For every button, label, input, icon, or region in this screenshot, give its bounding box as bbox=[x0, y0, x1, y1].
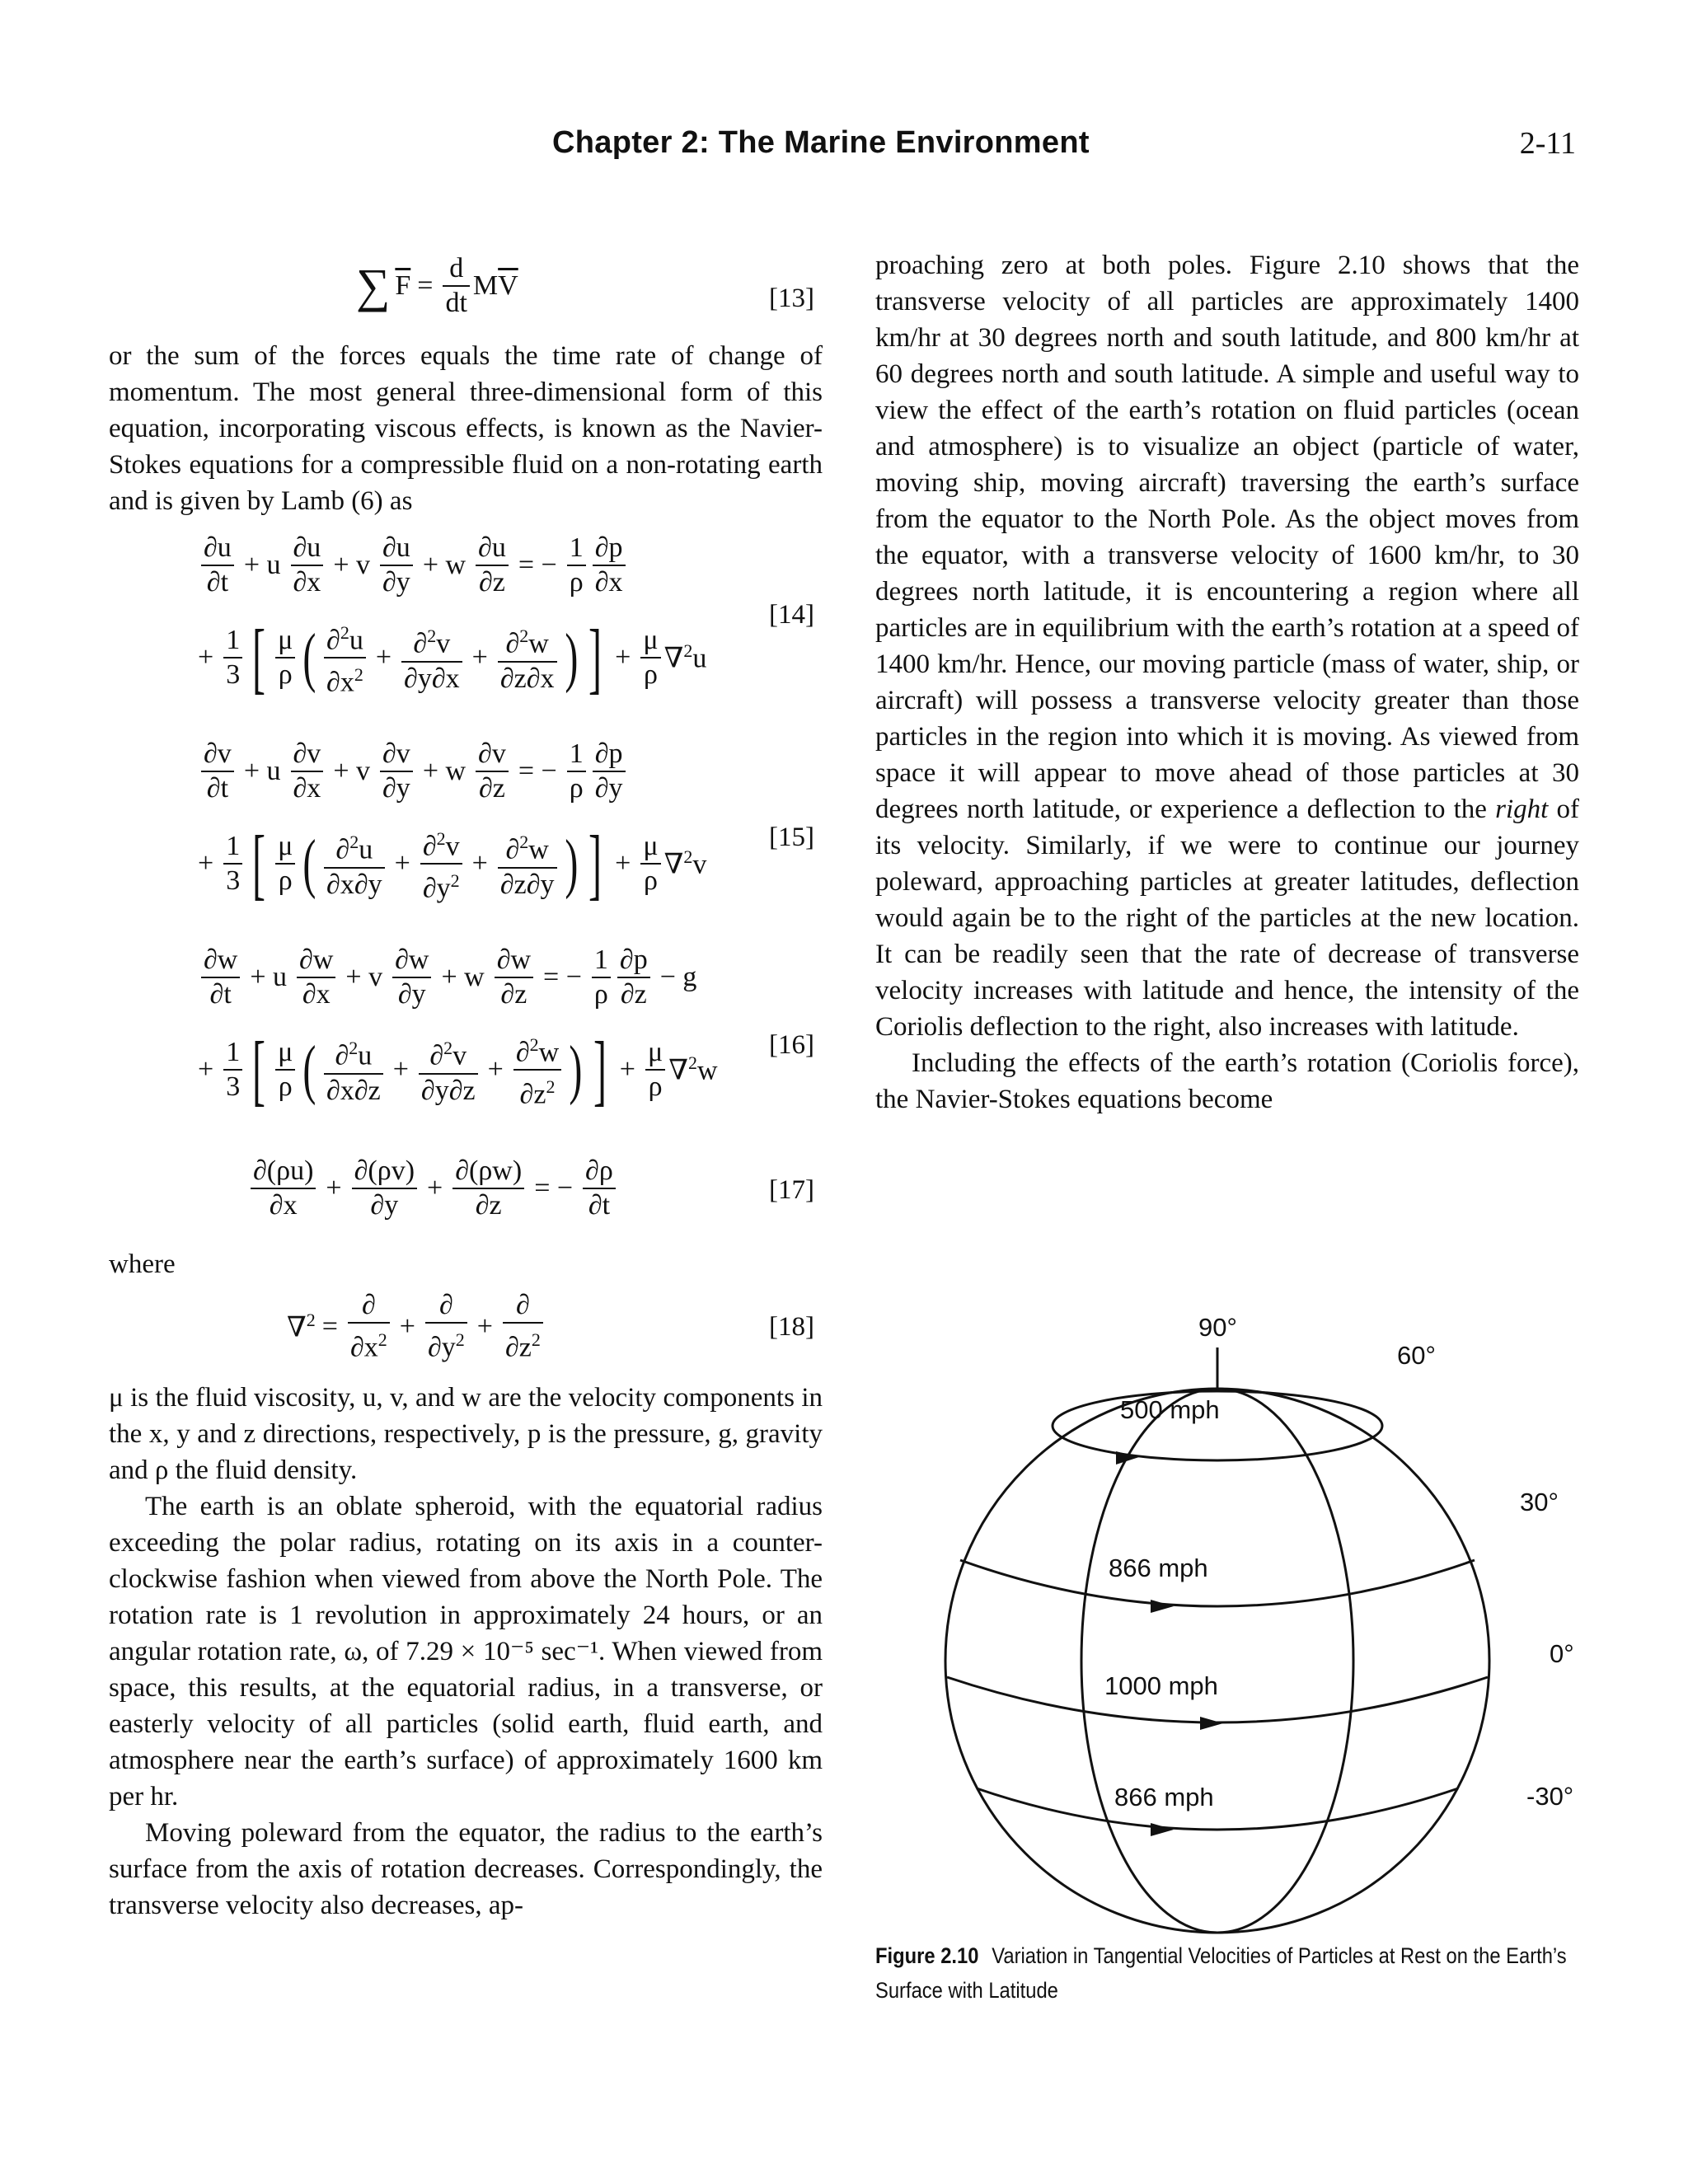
arrow-icon bbox=[1151, 1823, 1174, 1836]
figure-earth-velocities bbox=[875, 1265, 1584, 1941]
equation-number: [15] bbox=[769, 823, 814, 852]
equation-number: [16] bbox=[769, 1030, 814, 1060]
page-number: 2-11 bbox=[1519, 126, 1576, 161]
where-label: where bbox=[109, 1249, 176, 1279]
latitude-30 bbox=[960, 1560, 1475, 1606]
speed-500: 500 mph bbox=[1120, 1395, 1220, 1424]
equation-15: $\frac{\partial v}{\partial t}$ + u $\frac{\partial v}{\partial x}$ + v $\frac{\partial v}{\partial y}$ + w $\frac{\partial v}{\partial z}$ = − $\frac{1}{\rho}$ $\frac{\partial p}{\partial y}$ + $\frac{1}{3}$ [ $\frac{\mu}{\rho}$ ( $\frac{\partial^2u}{\partial x\partial y}$ + $\frac{\partial^2v}{\partial y^2}$ + $\frac{\partial^2w}{\partial z\partial y}$ ) ] + $\frac{\mu}{\rho}$ ∇$^2$v [15] bbox=[198, 738, 814, 907]
equation-number: [18] bbox=[769, 1312, 814, 1342]
left-column bbox=[109, 247, 823, 1924]
label-minus-30: -30° bbox=[1526, 1782, 1574, 1811]
latitude-minus-30 bbox=[977, 1788, 1458, 1830]
figure-caption bbox=[875, 1938, 1586, 2008]
paragraph: or the sum of the forces equals the time rate of change of momentum. The most general three-dimensional form of this equation, incorporating viscous effects, is known as the Navier-Stokes equations for a compressible fluid on a non-rotating earth and is given by Lamb (6) as bbox=[109, 341, 823, 516]
arrow-icon bbox=[1200, 1717, 1223, 1730]
equation-16: $\frac{\partial w}{\partial t}$ + u $\frac{\partial w}{\partial x}$ + v $\frac{\partial w}{\partial y}$ + w $\frac{\partial w}{\partial z}$ = − $\frac{1}{\rho}$ $\frac{\partial p}{\partial z}$ − g + $\frac{1}{3}$ [ $\frac{\mu}{\rho}$ ( $\frac{\partial^2u}{\partial x\partial z}$ + $\frac{\partial^2v}{\partial y\partial z}$ + $\frac{\partial^2w}{\partial z^2}$ ) ] + $\frac{\mu}{\rho}$ ∇$^2$w [16] bbox=[198, 944, 814, 1113]
equation-13: ∑ $\overline{F}$ = $\frac{d}{dt}$ $M\overline{V}$ [13] bbox=[356, 253, 814, 318]
label-60: 60° bbox=[1397, 1341, 1436, 1370]
arrow-icon bbox=[1116, 1451, 1139, 1465]
equation-number: [14] bbox=[769, 600, 814, 630]
paragraph: The earth is an oblate spheroid, with the equatorial radius exceeding the polar radius, rotating on its axis in a counter-clockwise fashion when viewed from above the North Pole. The rotation rate is 1 revolution in approximately 24 hours, or an angular rotation rate, ω, of 7.29 × 10⁻⁵ sec⁻¹. When viewed from space, this results, at the equatorial radius, in a transverse, or easterly velocity of all particles (solid earth, fluid earth, and atmosphere near the earth’s surface) of approximately 1600 km per hr. bbox=[109, 1492, 823, 1811]
paragraph: Moving poleward from the equator, the radius to the earth’s surface from the axis of rotation decreases. Correspondingly, the transverse velocity also decreases, ap- bbox=[109, 1818, 823, 1920]
right-column bbox=[875, 247, 1579, 1118]
globe-outline bbox=[945, 1389, 1489, 1933]
chapter-title: Chapter 2: The Marine Environment bbox=[552, 125, 1090, 160]
equation-18: ∇$^2$ = $\frac{\partial}{\partial x^2}$ + $\frac{\partial}{\partial y^2}$ + $\frac{\partial}{\partial z^2}$ [18] bbox=[287, 1290, 814, 1363]
label-30: 30° bbox=[1520, 1488, 1559, 1516]
equation-number: [13] bbox=[769, 284, 814, 313]
label-90: 90° bbox=[1198, 1313, 1237, 1342]
paragraph: μ is the fluid viscosity, u, v, and w are the velocity components in the x, y and z directions, respectively, p is the pressure, g, gravity and ρ the fluid density. bbox=[109, 1383, 823, 1485]
equation-number: [17] bbox=[769, 1175, 814, 1205]
globe-diagram bbox=[875, 1265, 1584, 1941]
speed-866-north: 866 mph bbox=[1109, 1554, 1208, 1582]
label-0: 0° bbox=[1550, 1639, 1574, 1668]
emphasis: right bbox=[1495, 794, 1549, 824]
equation-17: $\frac{\partial(\rho u)}{\partial x}$ + $\frac{\partial(\rho v)}{\partial y}$ + $\frac{\partial(\rho w)}{\partial z}$ = − $\frac{\partial\rho}{\partial t}$ [17] bbox=[109, 1142, 823, 1241]
figure-label: Figure 2.10 bbox=[875, 1943, 979, 1968]
paragraph: proaching zero at both poles. Figure 2.10 shows that the transverse velocity of all particles are approximately 1400 km/hr at 30 degrees north and south latitude, and 800 km/hr at 60 degrees north and south latitude. A simple and useful way to view the effect of the earth’s rotation on fluid particles (ocean and atmosphere) is to visualize an object (particle of water, moving ship, moving aircraft) traversing the earth’s surface from the equator to the North Pole. As the object moves from the equator, with a transverse velocity of 1600 km/hr, to 30 degrees north latitude, it is encountering a region where all particles are in equilibrium with the earth’s rotation at a speed of 1400 km/hr. Hence, our moving particle (mass of water, ship, or aircraft) will possess a transverse velocity greater than those particles in the region into which it is moving. As viewed from space it will appear to move ahead of those particles at 30 degrees north latitude, or experience a deflection to the right of its velocity. Similarly, if we were to continue our journey poleward, approaching particles at greater latitudes, deflection would again be to the right of the particles at the new location. It can be readily seen that the rate of decrease of transverse velocity increases with latitude and hence, the intensity of the Coriolis deflection to the right, also increases with latitude. bbox=[875, 251, 1579, 1042]
caption-text: Variation in Tangential Velocities of Particles at Rest on the Earth’s Surface with Latitude bbox=[875, 1943, 1567, 2003]
equation-14: $\frac{\partial u}{\partial t}$ + u $\frac{\partial u}{\partial x}$ + v $\frac{\partial u}{\partial y}$ + w $\frac{\partial u}{\partial z}$ = − $\frac{1}{\rho}$ $\frac{\partial p}{\partial x}$ + $\frac{1}{3}$ [ $\frac{\mu}{\rho}$ ( $\frac{\partial^2u}{\partial x^2}$ + $\frac{\partial^2v}{\partial y\partial x}$ + $\frac{\partial^2w}{\partial z\partial x}$ ) ] + $\frac{\mu}{\rho}$ ∇$^2$u [14] bbox=[198, 532, 814, 701]
paragraph: Including the effects of the earth’s rotation (Coriolis force), the Navier-Stokes equations become bbox=[875, 1048, 1579, 1114]
arrow-icon bbox=[1151, 1600, 1174, 1613]
speed-1000: 1000 mph bbox=[1104, 1671, 1218, 1700]
meridian-line bbox=[1081, 1389, 1353, 1933]
speed-866-south: 866 mph bbox=[1114, 1783, 1214, 1811]
